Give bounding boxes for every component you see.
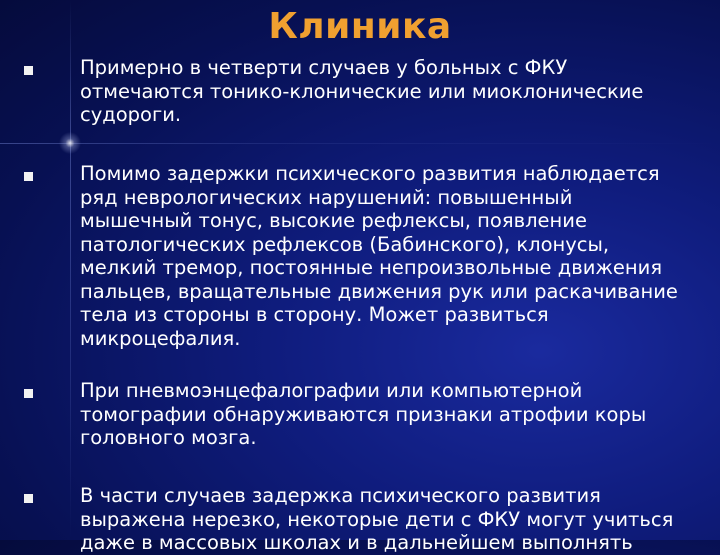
square-bullet-icon xyxy=(24,66,33,75)
decorative-vertical-line xyxy=(70,0,71,540)
slide-title: Клиника xyxy=(268,6,452,47)
square-bullet-icon xyxy=(24,389,33,398)
decorative-horizontal-line xyxy=(0,143,720,144)
bullet-text: При пневмоэнцефалографии или компьютерной томографии обнаруживаются признаки атрофии коры головного мозга. xyxy=(80,379,647,449)
square-bullet-icon xyxy=(24,172,33,181)
bullet-text: Примерно в четверти случаев у больных с ФКУ отмечаются тонико-клонические или миоклонические судороги. xyxy=(80,56,644,126)
square-bullet-icon xyxy=(24,494,33,503)
bullet-text: В части случаев задержка психического развития выражена нерезко, некоторые дети с ФКУ могут учиться даже в массовых школах и в дальнейшем выполнять xyxy=(80,484,674,554)
bullet-text: Помимо задержки психического развития наблюдается ряд неврологических нарушений: повышенный мышечный тонус, высокие рефлексы, появление патологических рефлексов (Бабинского), клонусы, мелкий тремор, постоянные непроизвольные движения пальцев, вращательные движения рук или раскачивание тела из стороны в сторону. Может развиться микроцефалия. xyxy=(80,162,678,350)
decorative-sparkle-icon xyxy=(57,130,83,156)
